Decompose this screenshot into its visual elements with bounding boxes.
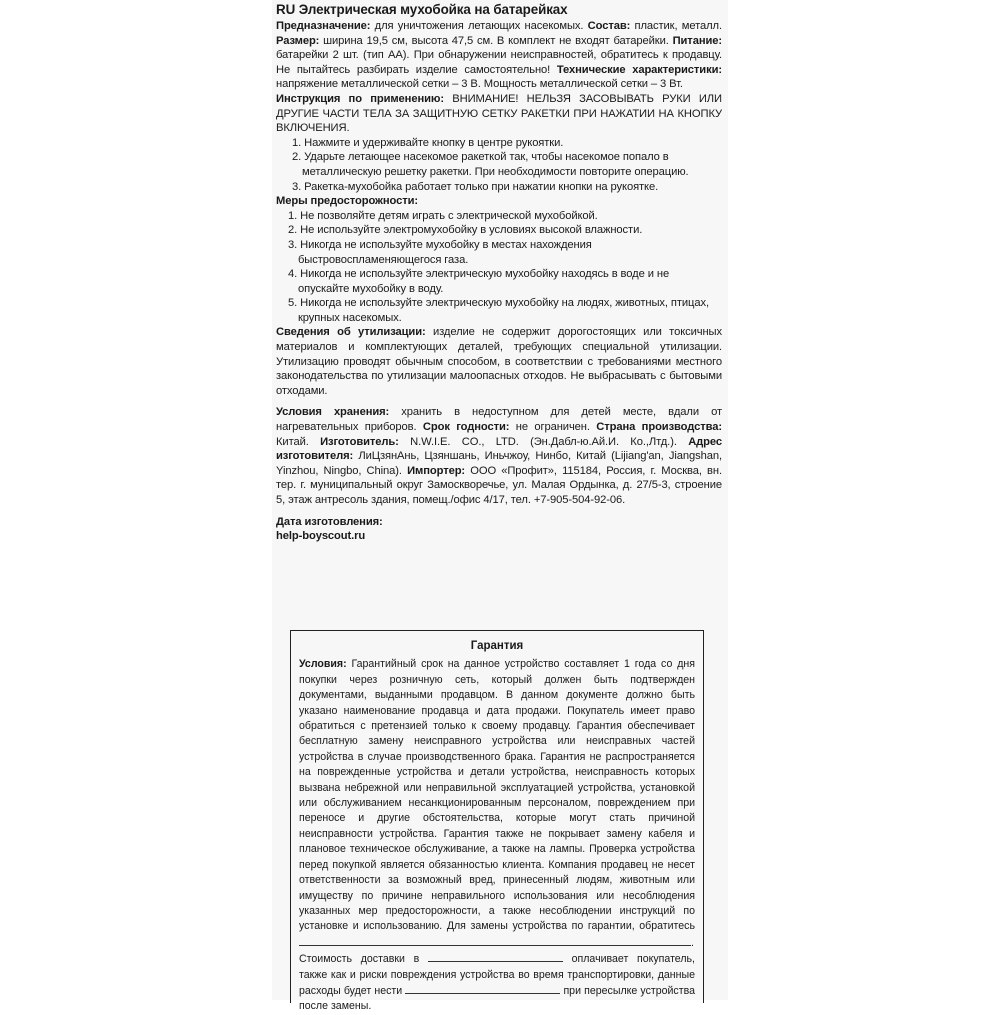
warranty-box	[290, 630, 704, 1013]
bold-label: Адрес изготовителя:	[276, 435, 722, 463]
list-item: 4. Никогда не используйте электрическую мухобойку находясь в воде и не опускайте мухобойку в воду.	[288, 268, 670, 295]
precautions-heading: Меры предосторожности:	[276, 195, 419, 208]
end-text: при пересылке устройства после замены.	[299, 984, 695, 1013]
bold-label: Страна производства:	[596, 421, 722, 434]
disposal-paragraph	[276, 325, 722, 398]
text-run: пластик, металл.	[630, 20, 722, 32]
document-title: RU Электрическая мухобойка на батарейках	[276, 2, 568, 17]
bold-label: Импортер:	[407, 464, 466, 477]
conditions-text: Гарантийный срок на данное устройство составляет 1 года со дня покупки через розничную сеть, который должен быть подтвержден документами, выданными продавцом. В данном документе должно быть указано наименование продавца и дата продажи. Покупатель имеет право обратиться с претензией только к своему продавцу. Гарантия обеспечивает бесплатную замену неисправного устройства или неисправных частей устройства в случае производственного брака. Гарантия не распространяется на поврежденные устройства и детали устройства, неисправность которых вызвана небрежной или неправильной эксплуатацией устройства, установкой или обслуживанием несанкционированным персоналом, повреждением при переносе и другие обстоятельства, которые могут стать причиной неисправности устройства. Гарантия также не покрывает замену кабеля и плановое техническое обслуживание, а также на лампы. Проверка устройства перед покупкой является обязанностью клиента. Компания продавец не несет ответственности за возможный вред, принесенный людям, животным или имуществу по причине неправильного использования или несоблюдения указанных мер предосторожности, а также несоблюдении инструкций по установке и использованию. Для замены устройства по гарантии, обратитесь	[299, 658, 695, 933]
conditions-label: Условия:	[299, 658, 347, 671]
blank-line	[428, 951, 563, 962]
bold-label: Питание:	[672, 34, 722, 47]
pays-text: оплачивает покупатель, также как и риски повреждения устройства во время транспортировки, данные расходы будет нести	[299, 953, 695, 997]
disposal-label: Сведения об утилизации:	[276, 326, 426, 339]
list-item: 2. Не используйте электромухобойку в условиях высокой влажности.	[288, 224, 643, 237]
disposal-text: изделие не содержит дорогостоящих или токсичных материалов и комплектующих деталей, требующих специальной утилизации. Утилизацию проводят обычным способом, в соответствии с требованиями местного законодательства по утилизации малоопасных отходов. Не выбрасывать с бытовыми отходами.	[276, 326, 722, 397]
instructions-warning: ВНИМАНИЕ! НЕЛЬЗЯ ЗАСОВЫВАТЬ РУКИ ИЛИ ДРУГИЕ ЧАСТИ ТЕЛА ЗА ЗАЩИТНУЮ СЕТКУ РАКЕТКИ ПРИ НАЖАТИИ НА КНОПКУ ВКЛЮЧЕНИЯ.	[276, 92, 722, 135]
list-item: 2. Ударьте летающее насекомое ракеткой так, чтобы насекомое попало в металлическую решетку ракетки. При необходимости повторите операцию.	[292, 151, 689, 178]
text-run: ООО «Профит», 115184, Россия, г. Москва, вн. тер. г. муниципальный округ Замоскворечье, ул. Малая Ордынка, д. 27/5-3, строение 5, этаж антресоль здания, помещ./офис 4/17, тел. +7-905-504-92-06.	[276, 464, 722, 506]
purpose-paragraph	[276, 19, 722, 92]
blank-line	[405, 983, 560, 994]
list-item: 3. Никогда не используйте мухобойку в местах нахождения быстровоспламеняющегося газа.	[288, 238, 592, 266]
manufacture-date-label: Дата изготовления:	[276, 515, 383, 528]
instructions-label: Инструкция по применению:	[276, 92, 444, 105]
bold-label: Размер:	[276, 34, 320, 47]
warranty-title: Гарантия	[470, 640, 524, 652]
instruction-sheet	[272, 0, 728, 1013]
right-background	[728, 0, 1000, 1000]
list-item: 1. Не позволяйте детям играть с электрической мухобойкой.	[288, 209, 598, 222]
text-run: хранить в недоступном для детей месте, вдали от нагревательных приборов.	[276, 406, 722, 434]
bold-label: Условия хранения:	[276, 406, 390, 419]
text-run: ЛиЦзянАнь, Цзяншань, Иньчжоу, Нинбо, Китай (Lijiang'an, Jiangshan, Yinzhou, Ningbo, China).	[276, 450, 722, 477]
list-item: 1. Нажмите и удерживайте кнопку в центре рукоятки.	[292, 136, 564, 149]
text-run: напряжение металлической сетки – 3 В. Мощность металлической сетки – 3 Вт.	[276, 78, 683, 91]
warranty-content	[299, 639, 695, 1015]
bold-label: Состав:	[587, 20, 631, 32]
instructions-paragraph	[276, 92, 722, 136]
list-item: 5. Никогда не используйте электрическую мухобойку на людях, животных, птицах, крупных насекомых.	[288, 297, 709, 324]
text-run: ширина 19,5 см, высота 47,5 см. В комплект не входят батарейки.	[319, 34, 673, 47]
website-link[interactable]: help-boyscout.ru	[276, 530, 366, 543]
instruction-content	[276, 2, 722, 544]
text-run: не ограничен.	[509, 421, 597, 434]
cost-text: Стоимость	[299, 953, 353, 966]
text-run: Китай.	[276, 435, 321, 448]
bold-label: Срок годности:	[422, 421, 510, 434]
left-background	[0, 0, 272, 1000]
precautions-list	[276, 209, 722, 326]
bold-label: Технические характеристики:	[556, 63, 722, 76]
bold-label: Изготовитель:	[320, 435, 399, 448]
delivery-text: доставки в	[360, 953, 420, 966]
text-run: батарейки 2 шт. (тип АА). При обнаружении неисправностей, обратитесь к продавцу. Не пытайтесь разбирать изделие самостоятельно!	[276, 49, 722, 76]
list-item: 3. Ракетка-мухобойка работает только при нажатии кнопки на рукоятке.	[292, 180, 659, 193]
warranty-conditions: Условия: Гарантийный срок на данное устройство составляет 1 года со дня покупки через розничную сеть, который должен быть подтвержден документами, выданными продавцом. В данном документе должно быть указано наименование продавца и дата продажи. Покупатель имеет право обратиться с претензией только к своему продавцу. Гарантия обеспечивает бесплатную замену неисправного устройства или неисправных частей устройства в случае производственного брака. Гарантия не распространяется на поврежденные устройства и детали устройства, неисправность которых вызвана небрежной или неправильной эксплуатацией устройства, установкой или обслуживанием несанкционированным персоналом, повреждением при переносе и другие обстоятельства, которые могут стать причиной неисправности устройства. Гарантия также не покрывает замену кабеля и плановое техническое обслуживание, а также на лампы. Проверка устройства перед покупкой является обязанностью клиента. Компания продавец не несет ответственности за возможный вред, принесенный людям, животным или имуществу по причине неправильного использования или несоблюдения указанных мер предосторожности, а также несоблюдении инструкций по установке и использованию. Для замены устройства по гарантии, обратитесь . Стоимость доставки в оплачивает покупатель, также как и риски повреждения устройства во время транспортировки, данные расходы будет нести при пересылке устройства после замены.	[299, 658, 695, 1013]
blank-line	[299, 935, 691, 946]
storage-manufacturer-paragraph	[276, 405, 722, 507]
text-run: N.W.I.E. CO., LTD. (Эн.Дабл-ю.Ай.И. Ко.,Лтд.).	[398, 435, 689, 448]
text-run: для уничтожения летающих насекомых.	[370, 20, 588, 32]
bold-label: Предназначение:	[276, 20, 371, 32]
instructions-list	[276, 136, 722, 194]
